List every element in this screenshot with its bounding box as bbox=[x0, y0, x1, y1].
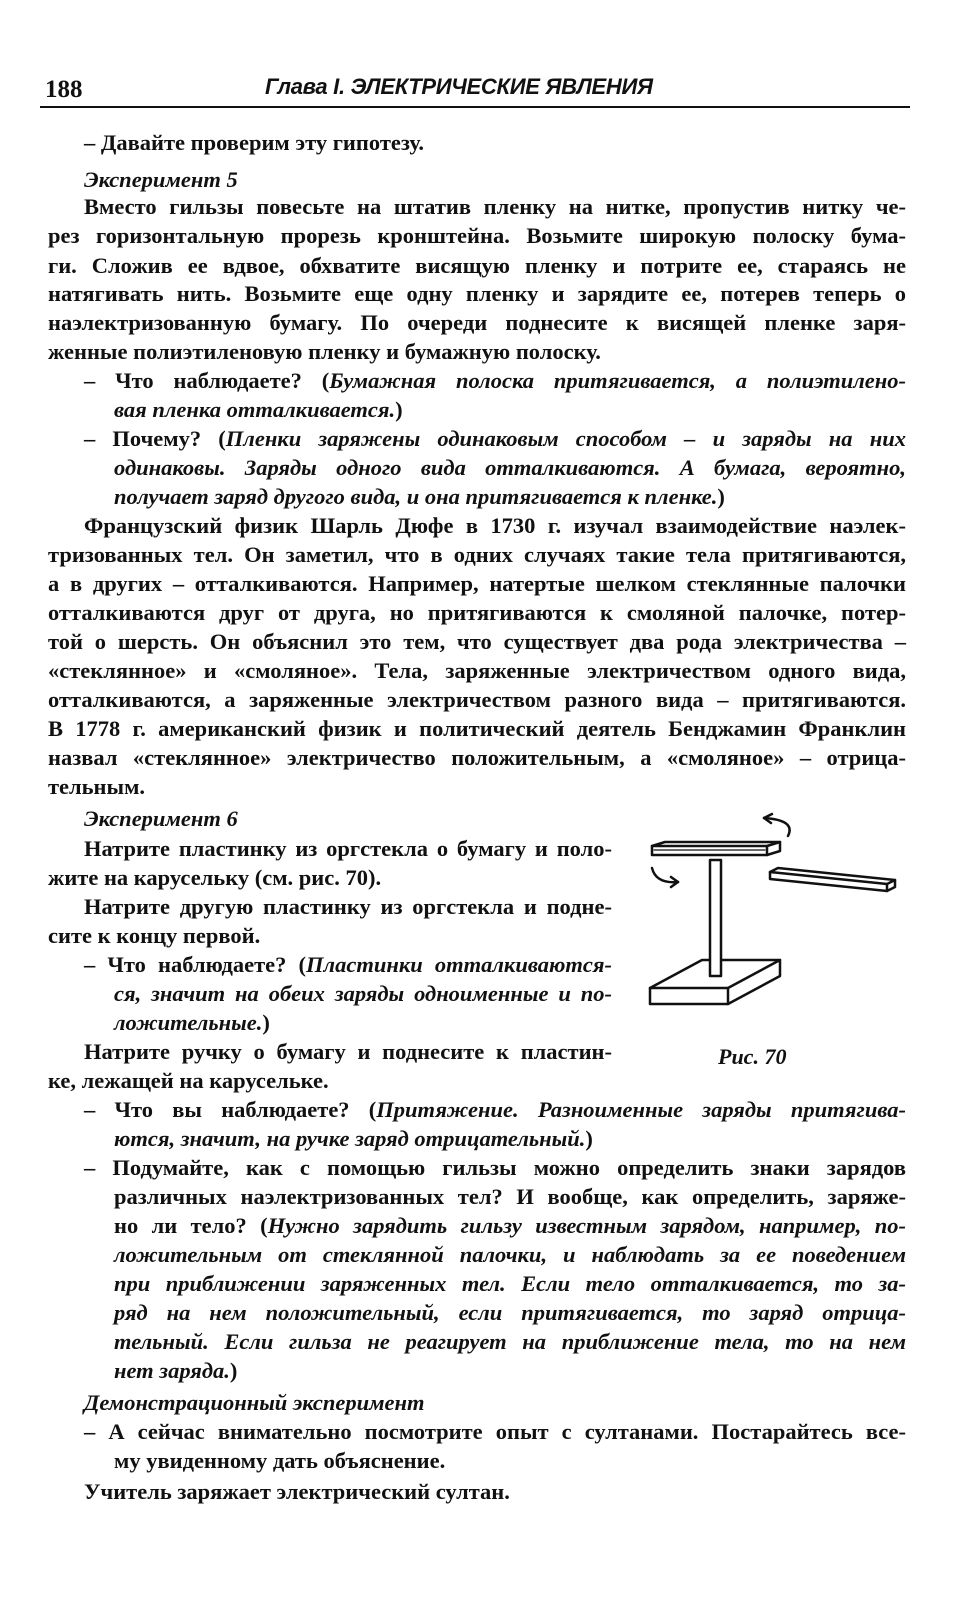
closing-paren: ) bbox=[395, 397, 403, 422]
text-line: назвал «стеклянное» электричество положительным, а «смоляное» – отрица- bbox=[48, 745, 906, 770]
text-line: тельным. bbox=[48, 774, 146, 799]
dialog-line bbox=[114, 1009, 270, 1037]
dialog-question: – Что наблюдаете? ( bbox=[84, 368, 330, 393]
dialog-question: – Почему? ( bbox=[84, 426, 226, 451]
section-heading: Демонстрационный эксперимент bbox=[84, 1390, 425, 1415]
dialog-answer: ются, значит, на ручке заряд отрицательный. bbox=[114, 1126, 586, 1151]
dialog-line: различных наэлектризованных тел? И вообще, как определить, заряже- bbox=[114, 1184, 906, 1209]
text-line: В 1778 г. американский физик и политический деятель Бенджамин Франклин bbox=[48, 716, 906, 741]
text-line: отталкиваются, а заряженные электричеством разного вида – притягиваются. bbox=[48, 687, 906, 712]
closing-paren: ) bbox=[262, 1010, 270, 1035]
dialog-question: но ли тело? ( bbox=[114, 1213, 268, 1238]
text-line: – Давайте проверим эту гипотезу. bbox=[84, 130, 425, 155]
dialog-line bbox=[84, 425, 906, 453]
dialog-line: ся, значит на обеих заряды одноименные и по- bbox=[114, 981, 612, 1006]
text-line: жите на карусельку (см. рис. 70). bbox=[48, 865, 382, 890]
dialog-line bbox=[114, 1125, 593, 1153]
text-line: той о шерсть. Он объяснил это тем, что существует два рода электричества – bbox=[48, 629, 906, 654]
page-number: 188 bbox=[45, 76, 83, 103]
dialog-line bbox=[114, 1212, 906, 1240]
text-line: отталкиваются друг от друга, но притягиваются к смоляной палочке, потер- bbox=[48, 600, 906, 625]
page-header bbox=[40, 72, 910, 108]
closing-paren: ) bbox=[229, 1358, 238, 1383]
figure-caption: Рис. 70 bbox=[718, 1044, 787, 1069]
text-line: женные полиэтиленовую пленку и бумажную полоску. bbox=[48, 339, 601, 364]
section-heading: Эксперимент 5 bbox=[84, 167, 238, 192]
closing-paren: ) bbox=[585, 1126, 593, 1151]
dialog-line: – А сейчас внимательно посмотрите опыт с султанами. Постарайтесь все- bbox=[84, 1419, 906, 1444]
text-line: рез горизонтальную прорезь кронштейна. Возьмите широкую полоску бума- bbox=[48, 223, 906, 248]
dialog-answer: Бумажная полоска притягивается, а полиэтилено- bbox=[329, 368, 906, 393]
text-line: Натрите ручку о бумагу и поднесите к пластин- bbox=[84, 1039, 612, 1064]
dialog-question: – Что наблюдаете? ( bbox=[84, 952, 307, 977]
dialog-line: одинаковы. Заряды одного вида отталкиваются. А бумага, вероятно, bbox=[114, 455, 906, 480]
dialog-answer: Притяжение. Разноименные заряды притягива- bbox=[376, 1097, 906, 1122]
dialog-answer: нет заряда. bbox=[114, 1358, 230, 1383]
dialog-line: при приближении заряженных тел. Если тело отталкивается, то за- bbox=[114, 1271, 906, 1296]
text-line: Натрите другую пластинку из оргстекла и подне- bbox=[84, 894, 612, 919]
dialog-question: – Что вы наблюдаете? ( bbox=[84, 1097, 377, 1122]
dialog-line bbox=[114, 396, 403, 424]
dialog-line bbox=[84, 951, 612, 979]
text-line: ги. Сложив ее вдвое, обхватите висящую пленку и потрите ее, стараясь не bbox=[48, 253, 906, 278]
text-line: тризованных тел. Он заметил, что в одних случаях такие тела притягиваются, bbox=[48, 542, 906, 567]
dialog-line bbox=[84, 1096, 906, 1124]
chapter-title: Глава I. ЭЛЕКТРИЧЕСКИЕ ЯВЛЕНИЯ bbox=[265, 74, 653, 99]
text-line: ке, лежащей на карусельке. bbox=[48, 1068, 329, 1093]
text-line: натягивать нить. Возьмите еще одну пленку и зарядите ее, потерев теперь о bbox=[48, 281, 906, 306]
figure-top-plate bbox=[652, 842, 780, 855]
dialog-line bbox=[114, 1357, 237, 1385]
text-line: Французский физик Шарль Дюфе в 1730 г. изучал взаимодействие наэлек- bbox=[84, 513, 906, 538]
dialog-answer: вая пленка отталкивается. bbox=[114, 397, 396, 422]
dialog-answer: получает заряд другого вида, и она притягивается к пленке. bbox=[114, 484, 718, 509]
text-line: «стеклянное» и «смоляное». Тела, заряженные электричеством одного вида, bbox=[48, 658, 906, 683]
dialog-answer: Пластинки отталкиваются- bbox=[306, 952, 612, 977]
dialog-line: ложительным от стеклянной палочки, и наблюдать за ее поведением bbox=[114, 1242, 906, 1267]
text-line: а в других – отталкиваются. Например, натертые шелком стеклянные палочки bbox=[48, 571, 906, 596]
dialog-line: – Подумайте, как с помощью гильзы можно определить знаки зарядов bbox=[84, 1155, 906, 1180]
dialog-line: му увиденному дать объяснение. bbox=[114, 1448, 446, 1473]
dialog-line: тельный. Если гильза не реагирует на приближение тела, то на нем bbox=[114, 1329, 906, 1354]
dialog-line bbox=[114, 483, 725, 511]
section-heading: Эксперимент 6 bbox=[84, 806, 238, 831]
text-line: наэлектризованную бумагу. По очереди поднесите к висящей пленке заря- bbox=[48, 310, 906, 335]
figure-post bbox=[710, 860, 721, 976]
text-line: Натрите пластинку из оргстекла о бумагу и поло- bbox=[84, 836, 612, 861]
dialog-line: ряд на нем положительный, если притягивается, то заряд отрица- bbox=[114, 1300, 906, 1325]
carousel-figure bbox=[640, 808, 915, 1028]
text-line: сите к концу первой. bbox=[48, 923, 261, 948]
closing-paren: ) bbox=[717, 484, 725, 509]
dialog-answer: Пленки заряжены одинаковым способом – и заряды на них bbox=[225, 426, 906, 451]
dialog-line bbox=[84, 367, 906, 395]
dialog-answer: Нужно зарядить гильзу известным зарядом, например, по- bbox=[267, 1213, 906, 1238]
text-line: Вместо гильзы повесьте на штатив пленку на нитке, пропустив нитку че- bbox=[84, 194, 906, 219]
dialog-answer: ложительные. bbox=[114, 1010, 263, 1035]
text-line: Учитель заряжает электрический султан. bbox=[84, 1479, 510, 1504]
figure-second-plate bbox=[770, 868, 895, 891]
